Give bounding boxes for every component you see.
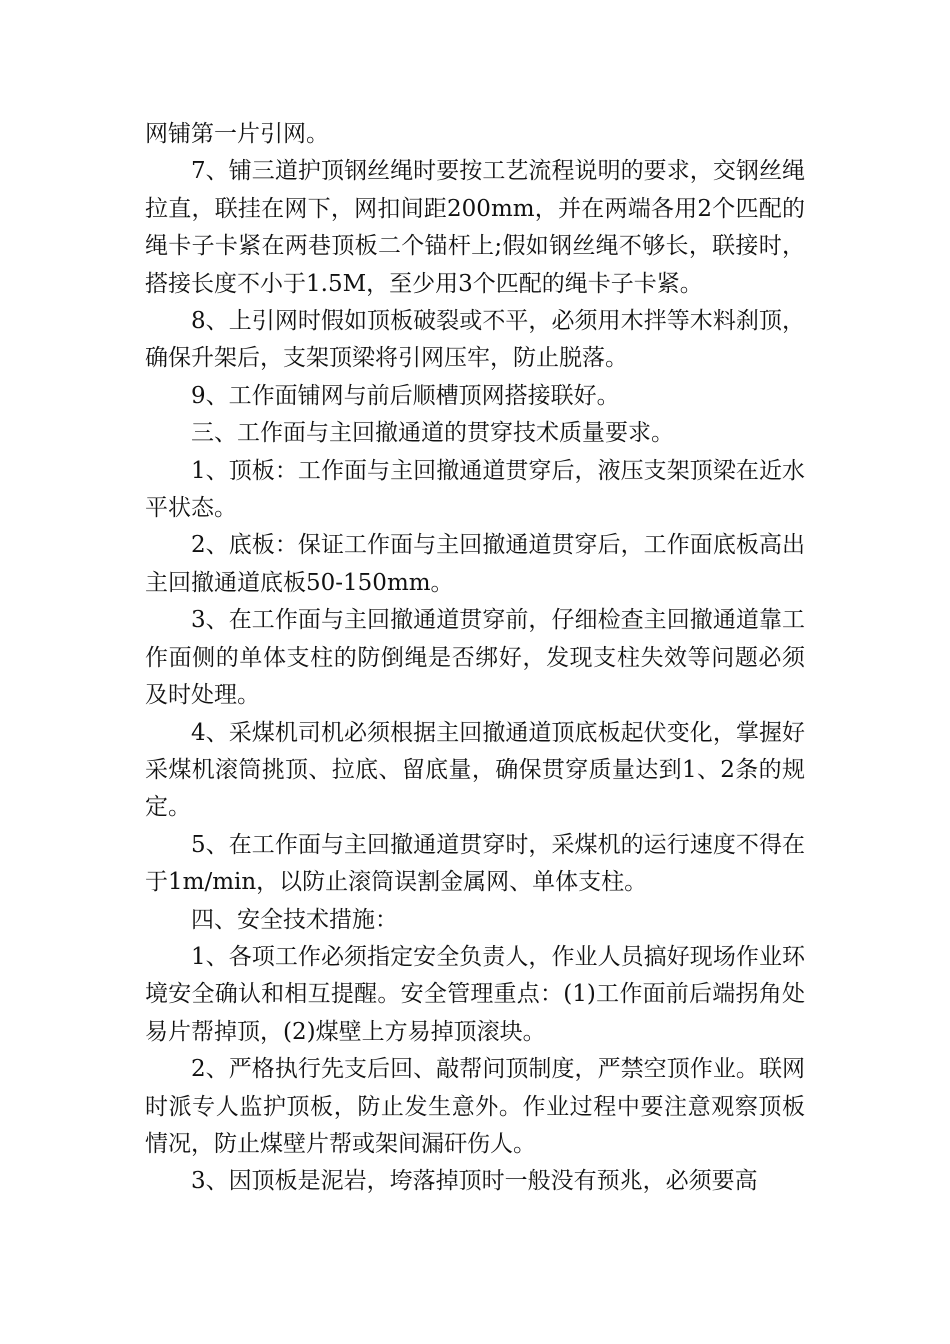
section-heading-3: 三、工作面与主回撤通道的贯穿技术质量要求。 <box>191 420 674 447</box>
paragraph-13: 2、严格执行先支后回、敲帮问顶制度，严禁空顶作业。联网时派专人监护顶板，防止发生意外。作业过程中要注意观察顶板情况，防止煤壁片帮或架间漏矸伤人。 <box>145 1056 805 1157</box>
paragraph-14: 3、因顶板是泥岩，垮落掉顶时一般没有预兆，必须要高 <box>191 1168 758 1195</box>
paragraph-7: 2、底板：保证工作面与主回撤通道贯穿后，工作面底板高出主回撤通道底板50-150mm。 <box>145 532 805 596</box>
document-body <box>145 116 805 1201</box>
paragraph-1: 网铺第一片引网。 <box>145 121 329 147</box>
paragraph-12: 1、各项工作必须指定安全负责人，作业人员搞好现场作业环境安全确认和相互提醒。安全管理重点：(1)工作面前后端拐角处易片帮掉顶，(2)煤壁上方易掉顶滚块。 <box>145 943 805 1045</box>
paragraph-10: 5、在工作面与主回撤通道贯穿时，采煤机的运行速度不得在于1m/min，以防止滚筒误割金属网、单体支柱。 <box>145 831 805 896</box>
section-heading-4: 四、安全技术措施： <box>191 906 398 933</box>
paragraph-6: 1、顶板：工作面与主回撤通道贯穿后，液压支架顶梁在近水平状态。 <box>145 457 805 522</box>
paragraph-8: 3、在工作面与主回撤通道贯穿前，仔细检查主回撤通道靠工作面侧的单体支柱的防倒绳是否绑好，发现支柱失效等问题必须及时处理。 <box>145 607 805 709</box>
paragraph-2: 7、铺三道护顶钢丝绳时要按工艺流程说明的要求，交钢丝绳拉直，联挂在网下，网扣间距200mm，并在两端各用2个匹配的绳卡子卡紧在两巷顶板二个锚杆上;假如钢丝绳不够长，联接时，搭接长度不小于1.5M，至少用3个匹配的绳卡子卡紧。 <box>145 158 805 297</box>
paragraph-4: 9、工作面铺网与前后顺槽顶网搭接联好。 <box>191 382 620 409</box>
paragraph-3: 8、上引网时假如顶板破裂或不平，必须用木拌等木料刹顶，确保升架后，支架顶梁将引网压牢，防止脱落。 <box>145 308 805 372</box>
paragraph-9: 4、采煤机司机必须根据主回撤通道顶底板起伏变化，掌握好采煤机滚筒挑顶、拉底、留底量，确保贯穿质量达到1、2条的规定。 <box>145 719 805 821</box>
